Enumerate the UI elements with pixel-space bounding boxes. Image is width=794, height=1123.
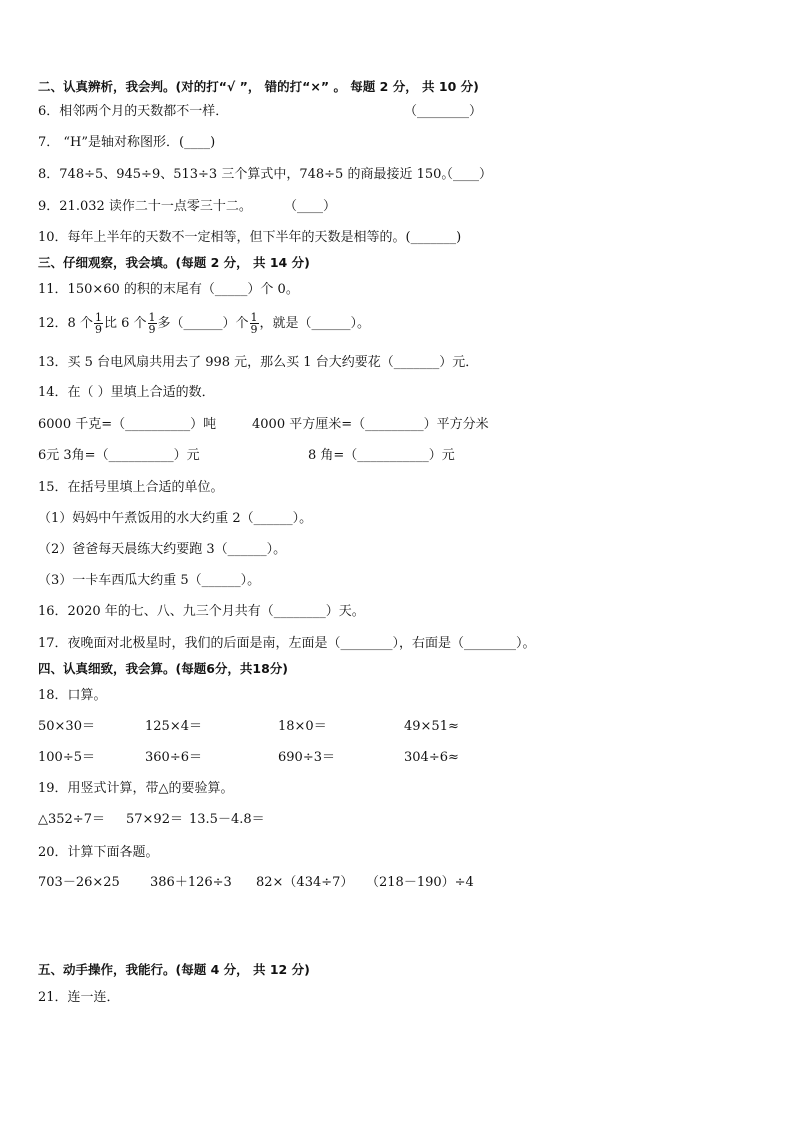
fraction-one-ninth [148, 312, 157, 335]
fraction-denominator: 9 [250, 323, 258, 336]
mental-math-item: 690÷3＝ [278, 750, 335, 765]
section-5-title: 五、动手操作，我能行。(每题 4 分， 共 12 分) [38, 962, 310, 977]
mental-math-item: 50×30＝ [38, 719, 95, 734]
question-14-row-1b: 4000 平方厘米=（_________）平方分米 [252, 417, 489, 432]
vertical-calc-item: △352÷7＝ [38, 812, 105, 827]
fraction-numerator: 1 [250, 311, 258, 324]
question-14-row-1a: 6000 千克=（__________）吨 [38, 417, 217, 432]
fraction-denominator: 9 [94, 323, 102, 336]
question-9-answer-blank[interactable]: （____） [284, 199, 337, 214]
vertical-calc-item: 13.5－4.8＝ [189, 812, 265, 827]
fraction-one-ninth [94, 312, 103, 335]
mental-math-item: 125×4＝ [145, 719, 202, 734]
calc-item: 703－26×25 [38, 875, 120, 890]
question-9: 9．21.032 读作二十一点零三十二。 [38, 199, 252, 214]
question-8-answer-blank[interactable]: （____） [440, 167, 493, 182]
mental-math-item: 360÷6＝ [145, 750, 202, 765]
question-18: 18．口算。 [38, 688, 107, 703]
question-10: 10．每年上半年的天数不一定相等，但下半年的天数是相等的。(_______) [38, 230, 462, 245]
mental-math-item: 18×0＝ [278, 719, 327, 734]
question-14: 14．在（ ）里填上合适的数． [38, 385, 215, 400]
question-12-part-a: 12．8 个 [38, 316, 93, 331]
question-12-part-d: ，就是（______）。 [259, 316, 371, 331]
question-12-part-b: 比 6 个 [103, 316, 147, 331]
question-8: 8．748÷5、945÷9、513÷3 三个算式中，748÷5 的商最接近 150。 [38, 167, 455, 182]
fraction-numerator: 1 [148, 311, 156, 324]
mental-math-item: 100÷5＝ [38, 750, 95, 765]
question-7: 7． “H”是轴对称图形．(____) [38, 135, 216, 150]
section-3-title: 三、仔细观察，我会填。(每题 2 分， 共 14 分) [38, 255, 310, 270]
question-19: 19．用竖式计算，带△的要验算。 [38, 781, 234, 796]
question-14-row-2b: 8 角=（___________）元 [308, 448, 455, 463]
fraction-denominator: 9 [148, 323, 156, 336]
question-11: 11．150×60 的积的末尾有（_____）个 0。 [38, 282, 299, 297]
question-14-row-2a: 6元 3角=（__________）元 [38, 448, 200, 463]
question-21: 21．连一连． [38, 990, 120, 1005]
question-15: 15．在括号里填上合适的单位。 [38, 480, 224, 495]
mental-math-item: 49×51≈ [404, 719, 459, 734]
question-12 [38, 310, 370, 338]
calc-item: 386＋126÷3 [150, 875, 232, 890]
question-15-item-1: （1）妈妈中午煮饭用的水大约重 2（______）。 [38, 511, 313, 526]
calc-item: 82×（434÷7） [256, 875, 354, 890]
question-20: 20．计算下面各题。 [38, 845, 159, 860]
calc-item: （218－190）÷4 [366, 875, 474, 890]
fraction-one-ninth [250, 312, 259, 335]
question-6-answer-blank[interactable]: （________） [404, 104, 483, 119]
question-6: 6．相邻两个月的天数都不一样． [38, 104, 229, 119]
question-15-item-2: （2）爸爸每天晨练大约要跑 3（______）。 [38, 542, 287, 557]
vertical-calc-item: 57×92＝ [126, 812, 183, 827]
question-12-part-c: 多（______）个 [157, 316, 249, 331]
question-15-item-3: （3）一卡车西瓜大约重 5（______）。 [38, 573, 261, 588]
question-17: 17．夜晚面对北极星时，我们的后面是南，左面是（________），右面是（________）。 [38, 636, 536, 651]
fraction-numerator: 1 [94, 311, 102, 324]
section-4-title: 四、认真细致，我会算。(每题6分，共18分) [38, 661, 289, 676]
section-2-title: 二、认真辨析，我会判。(对的打“√ ”， 错的打“×” 。 每题 2 分， 共 10 分) [38, 79, 479, 94]
question-13: 13．买 5 台电风扇共用去了 998 元，那么买 1 台大约要花（_______）元． [38, 355, 479, 370]
mental-math-item: 304÷6≈ [404, 750, 459, 765]
question-16: 16．2020 年的七、八、九三个月共有（________）天。 [38, 604, 365, 619]
